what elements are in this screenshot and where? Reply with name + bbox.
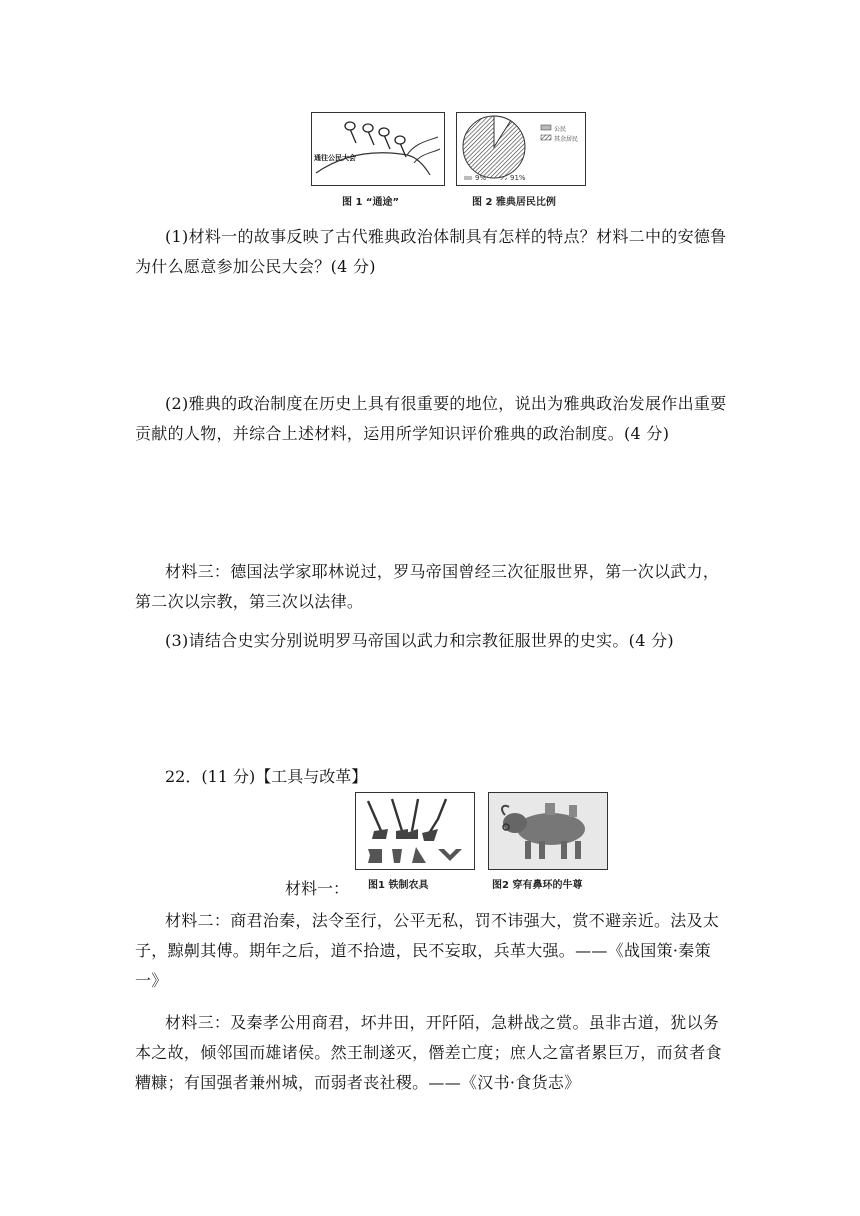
ox-zun-caption: 图2 穿有鼻环的牛尊 [492,880,583,891]
material-3-law: 材料三：德国法学家耶林说过，罗马帝国曾经三次征服世界，第一次以武力，第二次以宗教，第三次以法律。 [135,562,720,611]
legend-others: 其余居民 [554,136,579,143]
iron-tools-illustration [356,793,474,869]
material-1-label: 材料一： [285,879,350,898]
question-1: (1)材料一的故事反映了古代雅典政治体制具有怎样的特点？材料二中的安德鲁为什么愿意参加公民大会？(4 分) [135,227,727,276]
road-label: 通往公民大会 [314,154,356,162]
value-citizens: 9% [475,174,487,182]
question-3: (3)请结合史实分别说明罗马帝国以武力和宗教征服世界的史实。(4 分) [165,631,674,650]
material-3-shang: 材料三：及秦孝公用商君，坏井田，开阡陌，急耕战之赏。虽非古道，犹以务本之故，倾邻国而雄诸侯。然王制遂灭，僭差亡度；庶人之富者累巨万，而贫者食糟糠；有国强者兼州城，而弱者丧社稷。——《汉书·食货志》 [135,1013,722,1092]
iron-tools-caption: 图1 铁制农具 [368,880,429,891]
figure-2-pie [456,112,586,186]
figure-1-road [311,112,445,186]
legend-citizens: 公民 [554,126,567,133]
figure-iron-tools [355,792,475,870]
figure-2-caption: 图 2 雅典居民比例 [472,197,556,208]
road-illustration [312,113,444,185]
question-2: (2)雅典的政治制度在历史上具有很重要的地位，说出为雅典政治发展作出重要贡献的人物，并综合上述材料，运用所学知识评价雅典的政治制度。(4 分) [135,394,727,443]
question-22-heading: 22．(11 分)【工具与改革】 [165,767,368,786]
figure-ox-zun [488,792,608,870]
ox-zun-illustration [489,793,607,869]
figure-1-caption: 图 1 “通途” [342,197,400,208]
value-others: 91% [510,174,526,182]
material-2: 材料二：商君治秦，法令至行，公平无私，罚不讳强大，赏不避亲近。法及太子，黥劓其傅。期年之后，道不拾遗，民不妄取，兵革大强。——《战国策·秦策一》 [135,911,720,990]
